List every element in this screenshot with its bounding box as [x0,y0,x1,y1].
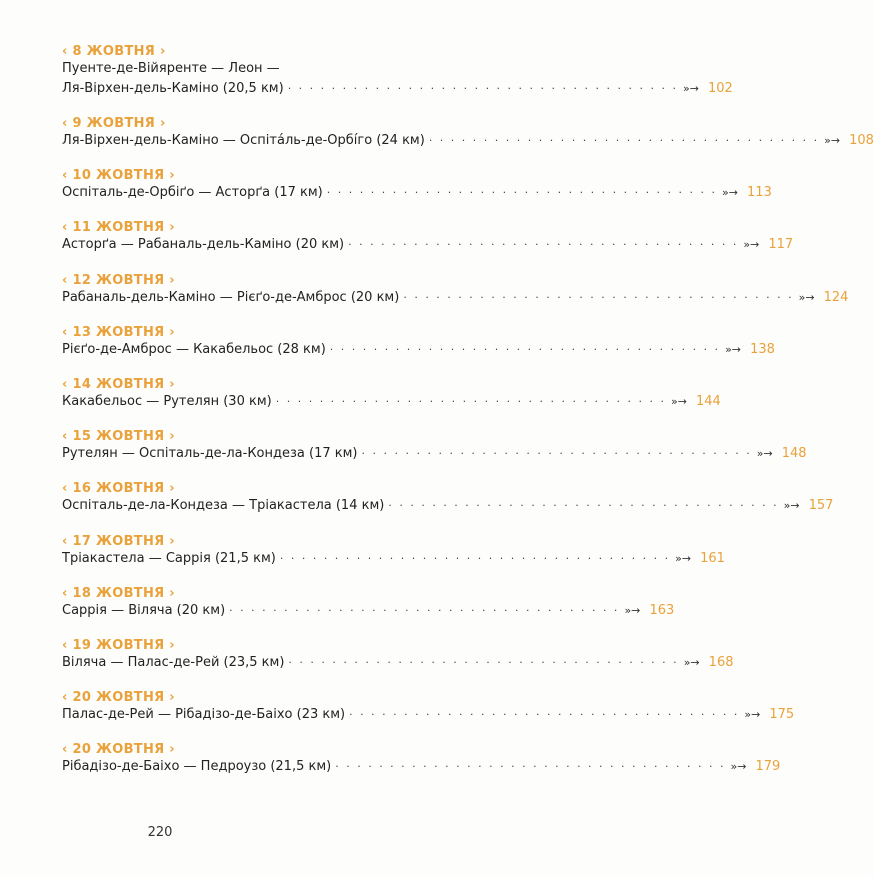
entry-page: 168 [708,654,734,670]
arrow-icon: »→ [683,655,700,669]
chevron-left-icon: ‹ [62,585,68,601]
entry-date [62,325,536,340]
entry-line [62,705,795,725]
chevron-left-icon: ‹ [62,324,68,340]
arrow-icon: »→ [824,134,841,147]
toc-entry [62,168,772,220]
entry-date-text: 15 ЖОВТНЯ [72,429,165,445]
arrow-icon: »→ [624,603,641,617]
entry-date-text: 19 ЖОВТНЯ [72,637,165,653]
toc-entry [62,116,874,168]
dot-leader: · · · · · · · · · · · · · · · · · · · · · · · · · · · · · · · · · · · · [326,186,718,200]
entry-page: 179 [755,759,781,775]
entry-date [62,168,536,183]
arrow-icon: »→ [682,82,699,95]
entry-date-text: 8 ЖОВТНЯ [72,44,156,59]
arrow-icon: »→ [730,760,747,774]
arrow-icon: »→ [744,708,761,722]
entry-line [62,288,849,308]
dot-leader: · · · · · · · · · · · · · · · · · · · · · · · · · · · · · · · · · · · · [229,603,620,617]
entry-page: 163 [649,602,675,618]
arrow-icon: »→ [756,447,773,461]
entry-date-text: 10 ЖОВТНЯ [72,168,165,184]
entry-route: Какабельос — Рутелян (30 км) [62,393,272,409]
entry-route: Віляча — Палас-де-Рей (23,5 км) [62,654,285,670]
entry-page: 108 [849,133,874,148]
chevron-left-icon: ‹ [62,690,68,706]
entry-page: 175 [769,707,795,723]
entry-page: 148 [781,446,807,462]
entry-page: 113 [747,185,772,201]
entry-route: Рабаналь-дель-Каміно — Рієґо-де-Амброс (20 км) [62,289,400,305]
entry-route: Оспіталь-де-ла-Кондеза — Тріакастела (14 км) [62,498,385,514]
entry-page: 161 [700,550,725,566]
entry-date [62,44,536,59]
toc-entry [62,376,721,429]
entry-date [62,116,536,131]
entry-date [62,742,536,757]
chevron-right-icon: › [169,376,175,392]
entry-date-text: 14 ЖОВТНЯ [72,376,165,392]
entry-date [62,690,536,705]
chevron-left-icon: ‹ [62,44,68,59]
chevron-right-icon: › [169,220,175,236]
dot-leader: · · · · · · · · · · · · · · · · · · · · · · · · · · · · · · · · · · · · [335,760,726,774]
entry-date [62,220,536,235]
entry-date-text: 20 ЖОВТНЯ [72,742,165,758]
entry-route: Тріакастела — Саррія (21,5 км) [62,550,276,566]
dot-leader: · · · · · · · · · · · · · · · · · · · · · · · · · · · · · · · · · · · · [279,551,671,565]
entry-line [62,496,834,516]
chevron-left-icon: ‹ [62,742,68,758]
entry-route: Ля-Вірхен-дель-Каміно (20,5 км) [62,81,284,96]
entry-date-text: 20 ЖОВТНЯ [72,690,165,706]
chevron-right-icon: › [169,690,175,706]
entry-line [62,235,794,255]
chevron-right-icon: › [169,272,175,288]
chevron-right-icon: › [159,44,166,59]
chevron-right-icon: › [169,429,175,445]
chevron-right-icon: › [169,585,175,601]
chevron-left-icon: ‹ [62,429,68,445]
toc-entry [62,533,725,586]
entry-date-text: 18 ЖОВТНЯ [72,585,165,601]
chevron-left-icon: ‹ [62,116,68,131]
entry-route: Ля-Вірхен-дель-Каміно — Оспіта́ль-де-Орбі́го (24 км) [62,133,425,148]
entry-route: Саррія — Віляча (20 км) [62,602,226,618]
entry-date [62,638,536,653]
arrow-icon: »→ [671,394,687,408]
dot-leader: · · · · · · · · · · · · · · · · · · · · · · · · · · · · · · · · · · · · [275,394,666,408]
dot-leader: · · · · · · · · · · · · · · · · · · · · · · · · · · · · · · · · · · · · [428,134,820,147]
toc-entry [62,220,794,272]
toc-entry [62,272,849,325]
chevron-right-icon: › [169,533,175,549]
chevron-left-icon: ‹ [62,637,68,653]
chevron-right-icon: › [169,742,175,758]
entry-route: Палас-де-Рей — Рібадізо-де-Баіхо (23 км) [62,707,346,723]
chevron-right-icon: › [169,168,175,184]
entry-line [62,549,725,569]
dot-leader: · · · · · · · · · · · · · · · · · · · · · · · · · · · · · · · · · · · · [288,655,679,669]
entry-line [62,340,775,360]
entry-page: 117 [768,237,794,253]
entry-route: Рутелян — Оспіталь-де-ла-Кондеза (17 км) [62,446,358,462]
table-of-contents [62,44,874,794]
toc-entry [62,44,733,116]
arrow-icon: »→ [722,186,738,200]
entry-line [62,653,734,673]
entry-route: Оспіталь-де-Орбіґо — Асторґа (17 км) [62,185,323,201]
entry-page: 124 [823,289,849,305]
toc-entry [62,429,807,481]
entry-route: Рібадізо-де-Баіхо — Педроузо (21,5 км) [62,759,332,775]
entry-date-text: 17 ЖОВТНЯ [72,533,165,549]
dot-leader: · · · · · · · · · · · · · · · · · · · · · · · · · · · · · · · · · · · · [287,82,678,95]
dot-leader: · · · · · · · · · · · · · · · · · · · · · · · · · · · · · · · · · · · · [348,238,739,252]
entry-date [62,534,536,549]
dot-leader: · · · · · · · · · · · · · · · · · · · · · · · · · · · · · · · · · · · · [349,708,740,722]
page-number: 220 [147,825,173,840]
entry-route: Асторґа — Рабаналь-дель-Каміно (20 км) [62,237,345,253]
toc-entry [62,585,675,638]
toc-entry [62,637,734,690]
dot-leader: · · · · · · · · · · · · · · · · · · · · · · · · · · · · · · · · · · · · [361,447,752,461]
entry-date-text: 9 ЖОВТНЯ [72,116,156,131]
entry-date-text: 12 ЖОВТНЯ [72,272,165,288]
entry-date-text: 16 ЖОВТНЯ [72,481,165,497]
entry-date [62,273,536,288]
entry-line [62,131,874,151]
entry-date [62,481,536,496]
entry-line [62,79,733,99]
chevron-right-icon: › [169,481,175,497]
toc-entry [62,324,775,377]
dot-leader: · · · · · · · · · · · · · · · · · · · · · · · · · · · · · · · · · · · · [388,499,779,513]
chevron-left-icon: ‹ [62,220,68,236]
entry-date-text: 11 ЖОВТНЯ [72,220,165,236]
arrow-icon: »→ [725,342,742,356]
entry-date [62,586,536,601]
toc-entry [62,481,834,533]
chevron-right-icon: › [169,637,175,653]
chevron-left-icon: ‹ [62,481,68,497]
arrow-icon: »→ [743,238,760,252]
entry-page: 157 [808,498,834,514]
entry-page: 144 [695,393,721,409]
toc-entry [62,742,781,794]
chevron-left-icon: ‹ [62,376,68,392]
arrow-icon: »→ [798,290,815,304]
toc-entry [62,690,795,742]
chevron-left-icon: ‹ [62,272,68,288]
chevron-right-icon: › [169,324,175,340]
entry-line [62,444,807,464]
entry-route-first-line: Пуенте-де-Війяренте — Леон — [62,61,280,76]
entry-route: Рієґо-де-Амброс — Какабельос (28 км) [62,341,326,357]
entry-page: 102 [707,81,733,96]
entry-page: 138 [750,341,775,357]
entry-line [62,392,721,412]
entry-line [62,183,772,203]
entry-date-text: 13 ЖОВТНЯ [72,324,165,340]
chevron-left-icon: ‹ [62,168,68,184]
arrow-icon: »→ [675,551,692,565]
dot-leader: · · · · · · · · · · · · · · · · · · · · · · · · · · · · · · · · · · · · [403,290,794,304]
entry-date [62,377,536,392]
chevron-left-icon: ‹ [62,533,68,549]
arrow-icon: »→ [783,499,800,513]
entry-line [62,601,675,621]
chevron-right-icon: › [159,116,166,131]
dot-leader: · · · · · · · · · · · · · · · · · · · · · · · · · · · · · · · · · · · · [329,342,721,356]
entry-line [62,757,781,777]
entry-date [62,429,536,444]
